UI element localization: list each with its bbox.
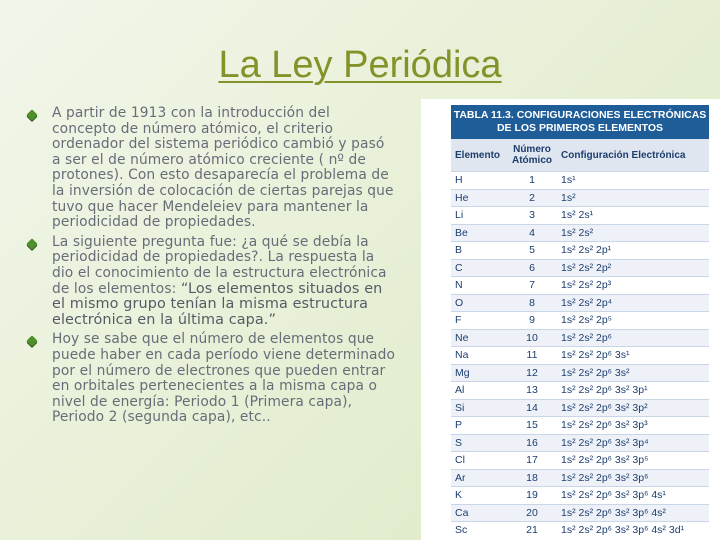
bullet-list <box>24 106 396 430</box>
cell-element: Sc <box>455 524 468 537</box>
cell-atomic-number: 1 <box>529 174 535 187</box>
table-row <box>451 486 709 504</box>
bullet-text <box>52 332 396 426</box>
table-title: TABLA 11.3. CONFIGURACIONES ELECTRÓNICAS DE LOS PRIMEROS ELEMENTOS <box>451 105 709 139</box>
table-row <box>451 451 709 469</box>
cell-atomic-number: 12 <box>526 366 538 379</box>
cell-element: C <box>455 261 463 274</box>
cell-element: Si <box>455 401 465 414</box>
cell-element: F <box>455 314 462 327</box>
table-row <box>451 346 709 364</box>
table-row <box>451 364 709 382</box>
table-row <box>451 399 709 417</box>
cell-configuration: 1s² 2s² 2p⁴ <box>561 296 613 309</box>
table <box>451 105 709 540</box>
cell-configuration: 1s² 2s² 2p⁶ 3s² 3p¹ <box>561 384 648 397</box>
cell-element: Ne <box>455 331 469 344</box>
cell-element: Al <box>455 384 465 397</box>
bullet-item <box>24 332 396 426</box>
cell-atomic-number: 10 <box>526 331 538 344</box>
column-header-element: Elemento <box>455 149 501 161</box>
cell-element: S <box>455 436 463 449</box>
bullet-text-body: Hoy se sabe que el número de elementos que puede haber en cada período viene determinado por el número de electrones que pueden entrar en orbitales pertenecientes a la misma capa o nivel de energía: Periodo 1 (Primera capa), Periodo 2 (segunda capa), etc.. <box>52 331 396 426</box>
diamond-bullet-icon <box>26 336 37 347</box>
cell-configuration: 1s² 2s² 2p⁶ 3s² 3p⁶ 4s² 3d¹ <box>561 524 685 537</box>
table-row <box>451 171 709 189</box>
cell-configuration: 1s² 2s² 2p⁶ 3s² 3p⁴ <box>561 436 649 449</box>
cell-element: H <box>455 174 463 187</box>
cell-element: Ca <box>455 506 469 519</box>
table-row <box>451 206 709 224</box>
cell-configuration: 1s² 2s² 2p⁶ 3s¹ <box>561 349 630 362</box>
cell-atomic-number: 9 <box>529 314 535 327</box>
cell-atomic-number: 18 <box>526 471 538 484</box>
cell-configuration: 1s² 2s² 2p⁶ 3s² 3p⁶ <box>561 471 649 484</box>
bullet-text <box>52 235 396 329</box>
cell-atomic-number: 20 <box>526 506 538 519</box>
table-row <box>451 259 709 277</box>
cell-element: B <box>455 244 463 257</box>
cell-element: P <box>455 419 463 432</box>
cell-atomic-number: 11 <box>526 349 538 362</box>
cell-atomic-number: 13 <box>526 384 538 397</box>
cell-configuration: 1s² 2s² 2p¹ <box>561 244 612 257</box>
cell-configuration: 1s² 2s² 2p⁶ 3s² 3p² <box>561 401 648 414</box>
cell-atomic-number: 16 <box>526 436 538 449</box>
cell-configuration: 1s² 2s² 2p³ <box>561 279 612 292</box>
cell-atomic-number: 19 <box>526 489 538 502</box>
cell-atomic-number: 21 <box>526 524 538 537</box>
table-row <box>451 434 709 452</box>
cell-atomic-number: 2 <box>529 191 535 204</box>
cell-element: Be <box>455 226 468 239</box>
cell-configuration: 1s² 2s¹ <box>561 209 594 222</box>
column-header-configuration: Configuración Electrónica <box>561 149 686 161</box>
bullet-text-emphasis: “Los elementos situados en el mismo grupo tenían la misma estructura electrónica en la última capa.” <box>52 280 383 328</box>
table-body <box>451 171 709 539</box>
table-row <box>451 189 709 207</box>
bullet-text-body: A partir de 1913 con la introducción del concepto de número atómico, el criterio ordenador del sistema periódico cambió y pasó a ser el de número atómico creciente ( nº de protones). Con esto desaparecía el problema de la inversión de colocación de ciertas parejas que tuvo que hacer Mendeleiev para mantener la periodicidad de propiedades. <box>52 105 394 231</box>
cell-configuration: 1s² 2s² 2p² <box>561 261 612 274</box>
cell-element: K <box>455 489 463 502</box>
table-row <box>451 469 709 487</box>
cell-atomic-number: 17 <box>526 454 538 467</box>
electron-configuration-table-image <box>421 99 720 540</box>
cell-atomic-number: 14 <box>526 401 538 414</box>
cell-element: Li <box>455 209 464 222</box>
cell-atomic-number: 15 <box>526 419 538 432</box>
cell-element: O <box>455 296 464 309</box>
cell-configuration: 1s² <box>561 191 576 204</box>
diamond-bullet-icon <box>26 109 37 120</box>
table-row <box>451 311 709 329</box>
cell-configuration: 1s² 2s² 2p⁶ <box>561 331 613 344</box>
table-row <box>451 294 709 312</box>
bullet-text <box>52 106 396 231</box>
cell-configuration: 1s² 2s² 2p⁶ 3s² 3p⁶ 4s¹ <box>561 489 666 502</box>
bullet-text-body: La siguiente pregunta fue: ¿a qué se debía la periodicidad de propiedades?. La respuesta la dio el conocimiento de la estructura electrónica de los elementos: <box>52 233 387 297</box>
cell-configuration: 1s² 2s² 2p⁶ 3s² 3p⁶ 4s² <box>561 506 666 519</box>
cell-configuration: 1s² 2s² <box>561 226 594 239</box>
table-row <box>451 329 709 347</box>
cell-configuration: 1s² 2s² 2p⁵ <box>561 314 613 327</box>
table-column-headers <box>451 139 709 171</box>
slide-title: La Ley Periódica <box>218 44 502 86</box>
cell-element: Mg <box>455 366 470 379</box>
cell-atomic-number: 8 <box>529 296 535 309</box>
diamond-bullet-icon <box>26 238 37 249</box>
cell-element: N <box>455 279 463 292</box>
table-row <box>451 504 709 522</box>
table-row <box>451 521 709 539</box>
bullet-item <box>24 106 396 231</box>
table-row <box>451 224 709 242</box>
table-row <box>451 381 709 399</box>
cell-atomic-number: 6 <box>529 261 535 274</box>
table-row <box>451 276 709 294</box>
cell-configuration: 1s² 2s² 2p⁶ 3s² 3p³ <box>561 419 648 432</box>
cell-element: Ar <box>455 471 466 484</box>
cell-configuration: 1s¹ <box>561 174 576 187</box>
cell-element: Na <box>455 349 469 362</box>
cell-atomic-number: 4 <box>529 226 535 239</box>
table-row <box>451 241 709 259</box>
cell-element: He <box>455 191 469 204</box>
cell-element: Cl <box>455 454 465 467</box>
bullet-item <box>24 235 396 329</box>
cell-atomic-number: 7 <box>529 279 535 292</box>
table-row <box>451 416 709 434</box>
cell-atomic-number: 3 <box>529 209 535 222</box>
cell-configuration: 1s² 2s² 2p⁶ 3s² <box>561 366 630 379</box>
column-header-atomic-number: Número Atómico <box>512 144 552 166</box>
cell-configuration: 1s² 2s² 2p⁶ 3s² 3p⁵ <box>561 454 649 467</box>
cell-atomic-number: 5 <box>529 244 535 257</box>
